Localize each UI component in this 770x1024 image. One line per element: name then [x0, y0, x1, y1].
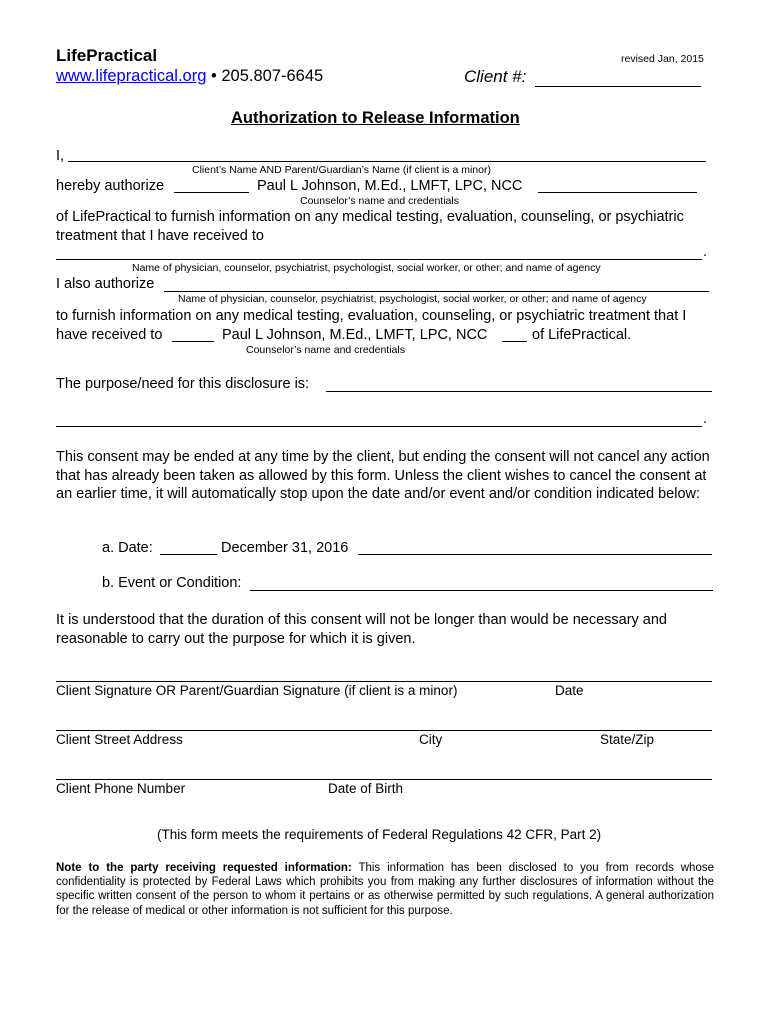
counselor-field-1-lead[interactable]	[174, 192, 249, 193]
date-field-lead[interactable]	[160, 554, 217, 555]
signature-label: Client Signature OR Parent/Guardian Signature (if client is a minor)	[56, 683, 458, 698]
also-authorize-label: I also authorize	[56, 276, 155, 292]
footer-note	[56, 861, 714, 918]
revised-date: revised Jan, 2015	[621, 53, 704, 65]
date-field-tail[interactable]	[358, 554, 712, 555]
date-label: a. Date:	[102, 540, 153, 556]
counselor-field-2-lead[interactable]	[172, 341, 214, 342]
counselor-caption-2: Counselor’s name and credentials	[246, 344, 405, 356]
phone-number-label: Client Phone Number	[56, 781, 186, 796]
event-label: b. Event or Condition:	[102, 575, 242, 591]
address-field[interactable]	[56, 730, 712, 731]
physician-caption-2: Name of physician, counselor, psychiatrist, psychologist, social worker, or other; and name of agency	[178, 293, 647, 305]
purpose-label: The purpose/need for this disclosure is:	[56, 376, 310, 392]
regulation-note: (This form meets the requirements of Federal Regulations 42 CFR, Part 2)	[157, 827, 602, 842]
page-title: Authorization to Release Information	[231, 109, 520, 127]
event-field[interactable]	[250, 590, 713, 591]
footer-note-text: This information has been disclosed to you from records whose confidentiality is protected by Federal Laws which prohibits you from making any further disclosures of information without the specific written consent of the person to whom it pertains or as otherwise permitted by such regulations. A general authorization for the release of medical or other information is not sufficient for this purpose.	[56, 862, 714, 917]
period-2: .	[703, 411, 708, 427]
furnish-paragraph-1: of LifePractical to furnish information on any medical testing, evaluation, counseling, or psychiatric treatment that I have received to	[56, 209, 684, 244]
duration-paragraph: It is understood that the duration of this consent will not be longer than would be necessary and reasonable to carry out the purpose for which it is given.	[56, 612, 667, 647]
client-name-field[interactable]	[68, 161, 706, 162]
org-name: LifePractical	[56, 46, 158, 65]
date-value: December 31, 2016	[221, 540, 349, 556]
client-number-label: Client #:	[464, 67, 527, 86]
client-name-caption: Client’s Name AND Parent/Guardian’s Name (if client is a minor)	[192, 164, 491, 176]
consent-paragraph: This consent may be ended at any time by the client, but ending the consent will not cancel any action that has already been taken as allowed by this form. Unless the client wishes to cancel the consent at an earlier time, it will automatically stop upon the date and/or event and/or condition indicated below:	[56, 449, 710, 502]
signature-date-label: Date	[555, 683, 584, 698]
website-link[interactable]: www.lifepractical.org	[56, 67, 207, 85]
counselor-field-2-tail[interactable]	[502, 341, 527, 342]
bullet-separator: •	[210, 67, 217, 85]
client-number-field[interactable]	[535, 86, 701, 87]
counselor-caption-1: Counselor’s name and credentials	[300, 195, 459, 207]
counselor-field-1-tail[interactable]	[538, 192, 697, 193]
furnish-paragraph-2-line1: to furnish information on any medical testing, evaluation, counseling, or psychiatric treatment that I	[56, 308, 687, 324]
have-received-label: have received to	[56, 327, 163, 343]
counselor-value-2: Paul L Johnson, M.Ed., LMFT, LPC, NCC	[222, 327, 488, 343]
period-1: .	[703, 244, 708, 260]
contact-line	[56, 67, 323, 86]
phone-number: 205.807-6645	[221, 67, 324, 85]
phone-dob-field[interactable]	[56, 779, 712, 780]
physician-field-2[interactable]	[164, 291, 709, 292]
purpose-field-1[interactable]	[326, 391, 712, 392]
i-label: I,	[56, 148, 65, 164]
of-lifepractical-text: of LifePractical.	[532, 327, 632, 343]
footer-note-lead: Note to the party receiving requested information:	[56, 862, 352, 874]
purpose-field-2[interactable]	[56, 426, 702, 427]
physician-caption-1: Name of physician, counselor, psychiatrist, psychologist, social worker, or other; and name of agency	[132, 262, 601, 274]
signature-field[interactable]	[56, 681, 712, 682]
counselor-value-1: Paul L Johnson, M.Ed., LMFT, LPC, NCC	[257, 178, 523, 194]
city-label: City	[419, 732, 443, 747]
state-zip-label: State/Zip	[600, 732, 655, 747]
date-of-birth-label: Date of Birth	[328, 781, 404, 796]
hereby-authorize-label: hereby authorize	[56, 178, 165, 194]
street-address-label: Client Street Address	[56, 732, 183, 747]
physician-field-1[interactable]	[56, 259, 702, 260]
